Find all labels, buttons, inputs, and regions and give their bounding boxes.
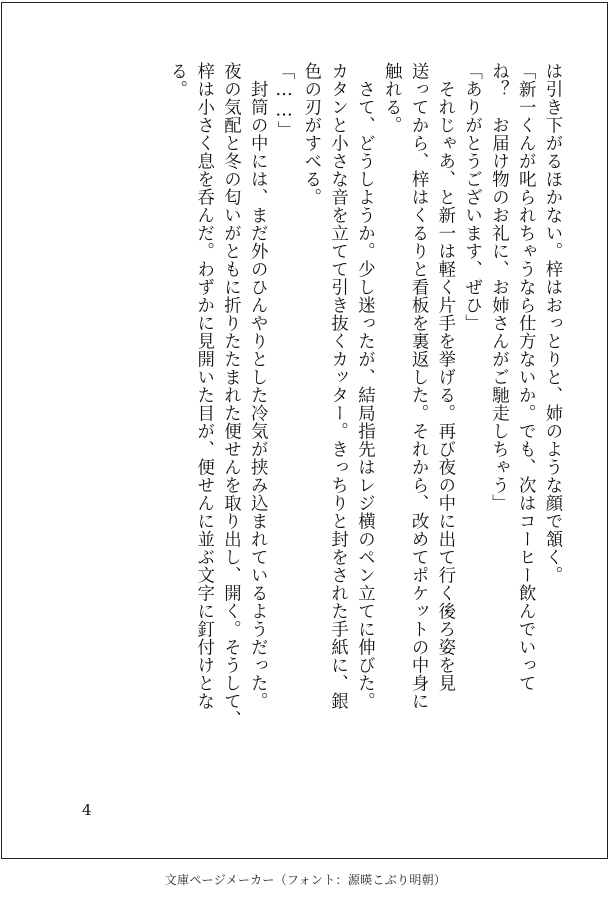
text-line: 梓は小さく息を呑んだ。わずかに見開いた目が、便せんに並ぶ文字に釘付けとな [193, 62, 214, 710]
text-line: 封筒の中には、まだ外のひんやりとした冷気が挟み込まれているようだった。 [247, 62, 268, 710]
text-line: る。 [166, 62, 187, 98]
text-line: 色の刃がすべる。 [300, 62, 321, 206]
text-line: 「ありがとうございます、ぜひ」 [461, 62, 482, 332]
text-line: 「……」 [274, 62, 295, 140]
text-line: 夜の気配と冬の匂いがともに折りたたまれた便せんを取り出し、開く。そうして、 [220, 62, 241, 728]
text-line: ね？ お届け物のお礼に、お姉さんがご馳走しちゃう」 [488, 62, 509, 512]
text-line: 送ってから、梓はくるりと看板を裏返した。それから、改めてポケットの中身に [408, 62, 429, 710]
text-line: 「新一くんが叱られちゃうなら仕方ないか。でも、次はコーヒー飲んでいって [515, 62, 536, 692]
text-line: 触れる。 [381, 62, 402, 134]
footer-credit: 文庫ページメーカー（フォント：源暎こぶり明朝） [164, 873, 447, 887]
text-line: それじゃあ、と新一は軽く片手を挙げる。再び夜の中に出て行く後ろ姿を見 [434, 62, 455, 692]
page-number: 4 [82, 801, 92, 819]
text-line: カタンと小さな音を立てて引き抜くカッター。きっちりと封をされた手紙に、銀 [327, 62, 348, 710]
text-line: は引き下がるほかない。梓はおっとりと、姉のような顔で頷く。 [542, 62, 562, 584]
vertical-text-block [163, 62, 565, 802]
text-line: さて、どうしようか。少し迷ったが、結局指先はレジ横のペン立てに伸びた。 [354, 62, 375, 710]
